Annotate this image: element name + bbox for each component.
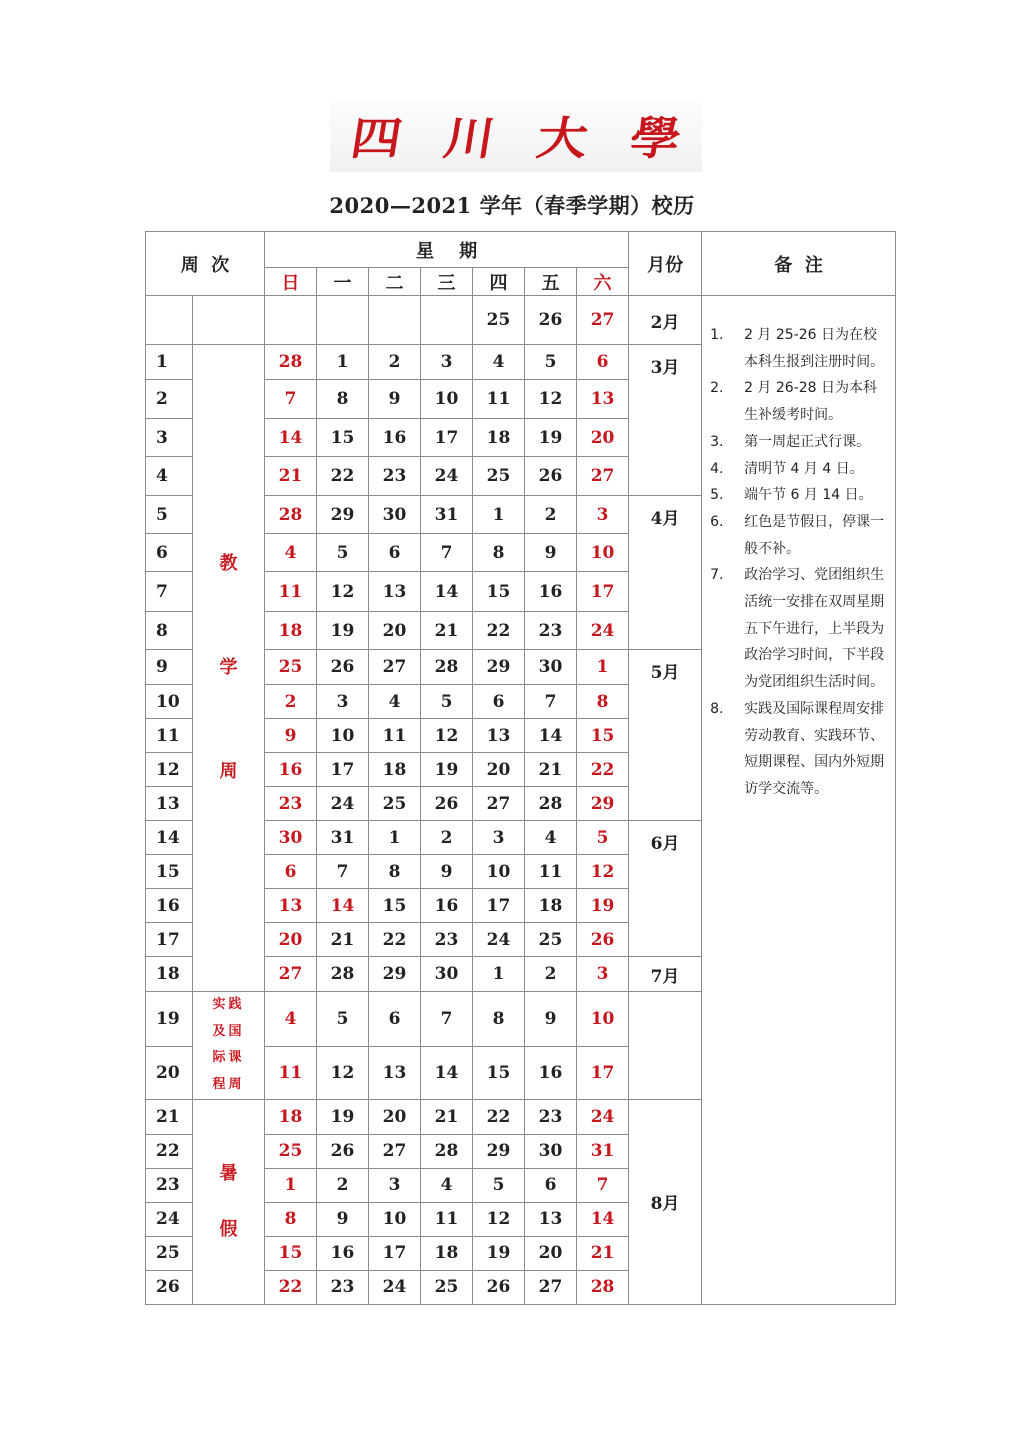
day-cell: 22 <box>265 1270 317 1304</box>
day-cell: 31 <box>421 496 473 534</box>
day-cell: 1 <box>317 345 369 380</box>
day-cell: 1 <box>473 496 525 534</box>
note-number: 6. <box>710 513 724 530</box>
day-cell: 24 <box>317 787 369 821</box>
day-cell: 19 <box>421 753 473 787</box>
day-cell: 15 <box>369 889 421 923</box>
day-cell: 28 <box>265 496 317 534</box>
day-cell: 18 <box>421 1236 473 1270</box>
day-cell: 19 <box>317 612 369 650</box>
day-cell: 7 <box>525 685 577 719</box>
day-cell: 30 <box>525 650 577 685</box>
day-cell: 25 <box>525 923 577 957</box>
note-text: 2 月 26-28 日为本科生补缓考时间。 <box>744 380 878 424</box>
note-item <box>710 482 889 509</box>
day-cell: 19 <box>525 419 577 457</box>
week-number: 25 <box>146 1236 193 1270</box>
phase-teaching: 教 学 周 <box>193 345 265 992</box>
day-cell: 19 <box>317 1099 369 1134</box>
day-cell: 20 <box>369 612 421 650</box>
day-cell: 28 <box>421 1134 473 1168</box>
day-cell: 15 <box>265 1236 317 1270</box>
day-cell: 14 <box>317 889 369 923</box>
note-number: 1. <box>710 327 724 343</box>
day-cell: 12 <box>577 855 629 889</box>
day-cell: 22 <box>473 612 525 650</box>
day-cell: 17 <box>317 753 369 787</box>
week-number: 8 <box>146 612 193 650</box>
day-cell: 9 <box>265 719 317 753</box>
day-cell: 5 <box>421 685 473 719</box>
day-cell: 27 <box>369 650 421 685</box>
day-cell: 17 <box>369 1236 421 1270</box>
weekday-group-header: 星 期 <box>265 232 629 268</box>
day-cell: 5 <box>577 821 629 855</box>
day-cell: 22 <box>577 753 629 787</box>
day-cell: 10 <box>421 380 473 419</box>
logo-char: 四 <box>346 111 406 165</box>
week-header: 周 次 <box>146 232 265 296</box>
weekday-header: 一 <box>317 268 369 296</box>
day-cell: 8 <box>473 534 525 572</box>
day-cell <box>421 296 473 345</box>
weekday-header: 五 <box>525 268 577 296</box>
day-cell: 6 <box>265 855 317 889</box>
day-cell: 24 <box>577 1099 629 1134</box>
week-number: 15 <box>146 855 193 889</box>
day-cell: 14 <box>421 572 473 612</box>
day-cell: 25 <box>369 787 421 821</box>
day-cell: 4 <box>421 1168 473 1202</box>
day-cell: 2 <box>265 685 317 719</box>
day-cell: 27 <box>265 957 317 992</box>
day-cell: 8 <box>577 685 629 719</box>
note-number: 3. <box>710 433 724 450</box>
day-cell: 19 <box>577 889 629 923</box>
weekday-header: 二 <box>369 268 421 296</box>
day-cell: 10 <box>577 534 629 572</box>
day-cell: 14 <box>525 719 577 753</box>
day-cell: 1 <box>473 957 525 992</box>
week-number: 1 <box>146 345 193 380</box>
day-cell: 20 <box>577 419 629 457</box>
logo-char: 川 <box>439 111 499 165</box>
day-cell: 20 <box>369 1099 421 1134</box>
day-cell: 11 <box>369 719 421 753</box>
note-text: 实践及国际课程周安排劳动教育、实践环节、短期课程、国内外短期访学交流等。 <box>744 700 885 797</box>
day-cell: 9 <box>369 380 421 419</box>
week-number: 10 <box>146 685 193 719</box>
week-number: 21 <box>146 1099 193 1134</box>
day-cell: 13 <box>369 572 421 612</box>
week-number: 20 <box>146 1047 193 1099</box>
note-number: 5. <box>710 487 724 504</box>
week-number: 22 <box>146 1134 193 1168</box>
day-cell: 31 <box>317 821 369 855</box>
day-cell: 24 <box>421 457 473 496</box>
day-cell: 25 <box>265 1134 317 1168</box>
day-cell: 12 <box>317 572 369 612</box>
day-cell: 17 <box>577 1047 629 1099</box>
month-cell: 8月 <box>629 1099 702 1304</box>
logo-char: 大 <box>532 111 592 165</box>
day-cell: 1 <box>369 821 421 855</box>
note-item <box>710 322 889 375</box>
day-cell: 24 <box>473 923 525 957</box>
day-cell: 10 <box>577 992 629 1047</box>
note-item <box>710 509 889 562</box>
day-cell: 19 <box>473 1236 525 1270</box>
header-row <box>146 232 896 268</box>
day-cell: 25 <box>473 296 525 345</box>
day-cell: 10 <box>317 719 369 753</box>
note-item <box>710 375 889 428</box>
day-cell: 11 <box>421 1202 473 1236</box>
day-cell: 13 <box>265 889 317 923</box>
day-cell: 6 <box>473 685 525 719</box>
day-cell: 29 <box>473 1134 525 1168</box>
day-cell: 1 <box>577 650 629 685</box>
day-cell: 12 <box>473 1202 525 1236</box>
day-cell: 2 <box>525 957 577 992</box>
day-cell: 21 <box>421 612 473 650</box>
table-row <box>146 296 896 345</box>
day-cell: 23 <box>317 1270 369 1304</box>
day-cell: 15 <box>317 419 369 457</box>
day-cell: 28 <box>265 345 317 380</box>
week-number <box>146 296 193 345</box>
day-cell: 1 <box>265 1168 317 1202</box>
note-number: 8. <box>710 700 724 717</box>
note-item <box>710 429 889 456</box>
day-cell: 16 <box>525 572 577 612</box>
day-cell: 15 <box>577 719 629 753</box>
day-cell: 8 <box>317 380 369 419</box>
day-cell: 9 <box>525 534 577 572</box>
day-cell: 9 <box>421 855 473 889</box>
day-cell: 14 <box>577 1202 629 1236</box>
day-cell: 30 <box>369 496 421 534</box>
day-cell: 16 <box>369 419 421 457</box>
day-cell: 3 <box>369 1168 421 1202</box>
day-cell: 2 <box>525 496 577 534</box>
week-number: 18 <box>146 957 193 992</box>
logo-char: 學 <box>625 111 685 165</box>
day-cell: 22 <box>317 457 369 496</box>
week-number: 6 <box>146 534 193 572</box>
day-cell: 20 <box>265 923 317 957</box>
phase-summer: 暑 假 <box>193 1099 265 1304</box>
day-cell: 4 <box>473 345 525 380</box>
day-cell: 26 <box>473 1270 525 1304</box>
day-cell: 3 <box>317 685 369 719</box>
day-cell: 17 <box>421 419 473 457</box>
day-cell: 12 <box>525 380 577 419</box>
month-cell: 2月 <box>629 296 702 345</box>
day-cell: 2 <box>369 345 421 380</box>
day-cell: 23 <box>369 457 421 496</box>
day-cell: 29 <box>317 496 369 534</box>
day-cell <box>369 296 421 345</box>
day-cell: 7 <box>421 992 473 1047</box>
day-cell: 22 <box>369 923 421 957</box>
week-number: 4 <box>146 457 193 496</box>
month-cell <box>629 992 702 1100</box>
day-cell: 13 <box>525 1202 577 1236</box>
weekday-header: 日 <box>265 268 317 296</box>
day-cell: 8 <box>369 855 421 889</box>
day-cell: 5 <box>473 1168 525 1202</box>
day-cell: 18 <box>265 612 317 650</box>
day-cell: 21 <box>317 923 369 957</box>
day-cell: 26 <box>525 457 577 496</box>
day-cell: 20 <box>525 1236 577 1270</box>
note-number: 7. <box>710 567 724 584</box>
day-cell: 27 <box>577 296 629 345</box>
month-cell: 3月 <box>629 345 702 496</box>
day-cell: 27 <box>369 1134 421 1168</box>
day-cell: 3 <box>577 496 629 534</box>
day-cell: 11 <box>265 1047 317 1099</box>
day-cell: 25 <box>265 650 317 685</box>
day-cell: 5 <box>317 992 369 1047</box>
day-cell: 13 <box>473 719 525 753</box>
notes-cell <box>702 296 896 1305</box>
week-number: 17 <box>146 923 193 957</box>
month-cell: 6月 <box>629 821 702 957</box>
day-cell: 23 <box>421 923 473 957</box>
day-cell <box>265 296 317 345</box>
day-cell: 18 <box>473 419 525 457</box>
day-cell: 11 <box>265 572 317 612</box>
note-text: 红色是节假日，停课一般不补。 <box>744 513 885 557</box>
day-cell: 6 <box>525 1168 577 1202</box>
day-cell: 10 <box>473 855 525 889</box>
note-text: 政治学习、党团组织生活统一安排在双周星期五下午进行，上半段为政治学习时间，下半段为党团组织生活时间。 <box>744 567 885 691</box>
note-item <box>710 456 889 483</box>
day-cell: 2 <box>317 1168 369 1202</box>
day-cell: 3 <box>577 957 629 992</box>
phase-cell <box>193 296 265 345</box>
day-cell: 18 <box>369 753 421 787</box>
day-cell: 7 <box>577 1168 629 1202</box>
day-cell: 8 <box>473 992 525 1047</box>
week-number: 23 <box>146 1168 193 1202</box>
day-cell: 26 <box>421 787 473 821</box>
day-cell: 10 <box>369 1202 421 1236</box>
day-cell: 27 <box>577 457 629 496</box>
day-cell: 26 <box>317 1134 369 1168</box>
note-item <box>710 562 889 696</box>
weekday-header: 四 <box>473 268 525 296</box>
day-cell: 16 <box>317 1236 369 1270</box>
day-cell: 30 <box>265 821 317 855</box>
day-cell: 4 <box>265 992 317 1047</box>
day-cell: 13 <box>577 380 629 419</box>
note-item <box>710 696 889 803</box>
day-cell: 26 <box>317 650 369 685</box>
day-cell: 17 <box>577 572 629 612</box>
university-logo <box>330 98 702 172</box>
day-cell: 22 <box>473 1099 525 1134</box>
day-cell: 27 <box>473 787 525 821</box>
notes-list <box>710 322 889 803</box>
day-cell: 3 <box>473 821 525 855</box>
day-cell: 4 <box>369 685 421 719</box>
day-cell: 6 <box>369 992 421 1047</box>
day-cell: 18 <box>265 1099 317 1134</box>
day-cell: 13 <box>369 1047 421 1099</box>
day-cell: 29 <box>369 957 421 992</box>
day-cell: 11 <box>473 380 525 419</box>
day-cell: 29 <box>473 650 525 685</box>
day-cell: 6 <box>369 534 421 572</box>
day-cell: 25 <box>473 457 525 496</box>
note-number: 4. <box>710 460 724 477</box>
day-cell: 9 <box>317 1202 369 1236</box>
day-cell: 7 <box>421 534 473 572</box>
day-cell: 23 <box>265 787 317 821</box>
day-cell: 14 <box>265 419 317 457</box>
day-cell: 21 <box>421 1099 473 1134</box>
week-number: 14 <box>146 821 193 855</box>
day-cell: 5 <box>525 345 577 380</box>
day-cell: 4 <box>265 534 317 572</box>
week-number: 26 <box>146 1270 193 1304</box>
day-cell: 27 <box>525 1270 577 1304</box>
day-cell: 28 <box>421 650 473 685</box>
day-cell: 6 <box>577 345 629 380</box>
day-cell: 21 <box>265 457 317 496</box>
day-cell: 28 <box>577 1270 629 1304</box>
day-cell: 3 <box>421 345 473 380</box>
phase-practice: 实践 及国 际课 程周 <box>193 992 265 1100</box>
day-cell: 2 <box>421 821 473 855</box>
week-number: 24 <box>146 1202 193 1236</box>
week-number: 12 <box>146 753 193 787</box>
week-number: 5 <box>146 496 193 534</box>
day-cell: 12 <box>317 1047 369 1099</box>
day-cell: 17 <box>473 889 525 923</box>
day-cell: 9 <box>525 992 577 1047</box>
day-cell: 21 <box>525 753 577 787</box>
day-cell: 31 <box>577 1134 629 1168</box>
week-number: 19 <box>146 992 193 1047</box>
notes-header: 备 注 <box>702 232 896 296</box>
month-header: 月份 <box>629 232 702 296</box>
day-cell: 16 <box>525 1047 577 1099</box>
page-title: 2020—2021 学年（春季学期）校历 <box>329 193 695 218</box>
day-cell: 4 <box>525 821 577 855</box>
day-cell: 26 <box>577 923 629 957</box>
day-cell: 18 <box>525 889 577 923</box>
day-cell: 25 <box>421 1270 473 1304</box>
day-cell: 15 <box>473 1047 525 1099</box>
week-number: 7 <box>146 572 193 612</box>
week-number: 9 <box>146 650 193 685</box>
day-cell: 20 <box>473 753 525 787</box>
week-number: 2 <box>146 380 193 419</box>
day-cell: 7 <box>317 855 369 889</box>
day-cell: 16 <box>265 753 317 787</box>
day-cell: 24 <box>369 1270 421 1304</box>
day-cell: 7 <box>265 380 317 419</box>
month-cell: 5月 <box>629 650 702 821</box>
week-number: 16 <box>146 889 193 923</box>
week-number: 13 <box>146 787 193 821</box>
day-cell: 11 <box>525 855 577 889</box>
day-cell: 26 <box>525 296 577 345</box>
weekday-header: 三 <box>421 268 473 296</box>
day-cell: 8 <box>265 1202 317 1236</box>
calendar-table <box>145 231 896 1305</box>
day-cell: 30 <box>421 957 473 992</box>
month-cell: 7月 <box>629 957 702 992</box>
note-text: 第一周起正式行课。 <box>744 433 871 450</box>
note-text: 清明节 4 月 4 日。 <box>744 460 864 477</box>
day-cell <box>317 296 369 345</box>
day-cell: 21 <box>577 1236 629 1270</box>
day-cell: 30 <box>525 1134 577 1168</box>
day-cell: 15 <box>473 572 525 612</box>
day-cell: 12 <box>421 719 473 753</box>
note-text: 端午节 6 月 14 日。 <box>744 487 873 504</box>
day-cell: 28 <box>317 957 369 992</box>
day-cell: 28 <box>525 787 577 821</box>
week-number: 11 <box>146 719 193 753</box>
day-cell: 24 <box>577 612 629 650</box>
week-number: 3 <box>146 419 193 457</box>
day-cell: 14 <box>421 1047 473 1099</box>
month-cell: 4月 <box>629 496 702 650</box>
note-number: 2. <box>710 380 724 397</box>
day-cell: 29 <box>577 787 629 821</box>
day-cell: 5 <box>317 534 369 572</box>
note-text: 2 月 25-26 日为在校本科生报到注册时间。 <box>744 327 885 370</box>
day-cell: 23 <box>525 612 577 650</box>
day-cell: 16 <box>421 889 473 923</box>
day-cell: 23 <box>525 1099 577 1134</box>
weekday-header: 六 <box>577 268 629 296</box>
